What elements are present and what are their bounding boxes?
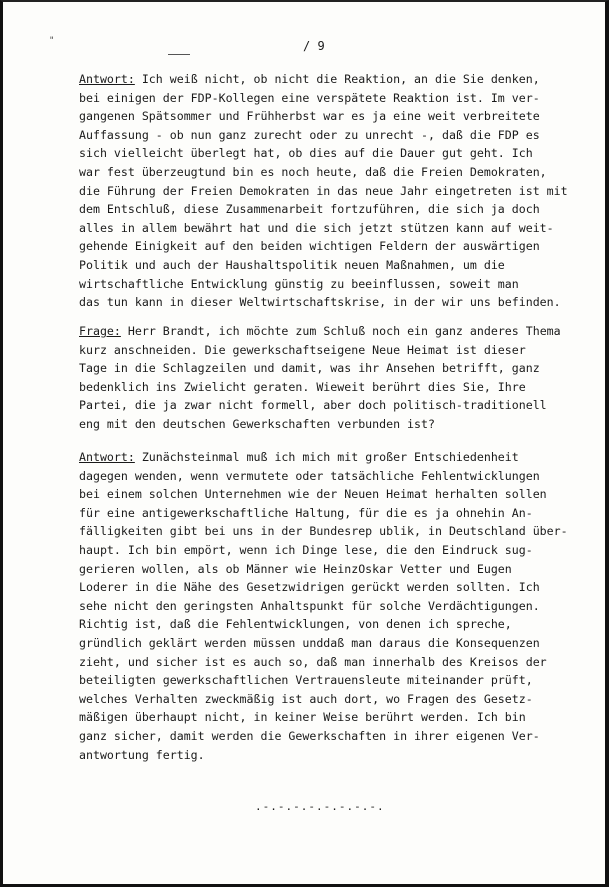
- top-dash: [168, 54, 190, 55]
- text-line: [79, 671, 569, 690]
- line-text: Loderer in die Nähe des Gesetzwidrigen gerückt werden sollten. Ich: [79, 580, 540, 595]
- line-text: antwortung fertig.: [79, 747, 205, 762]
- line-text: alles in allem bewährt hat und die sich jetzt stützen kann auf weit-: [79, 220, 554, 235]
- line-text: beteiligten gewerkschaftlichen Vertrauensleute miteinander prüft,: [79, 673, 533, 688]
- answer-block-2: [79, 448, 569, 764]
- line-text: Auffassung - ob nun ganz zurecht oder zu unrecht -, daß die FDP es: [79, 127, 540, 142]
- text-line: [79, 560, 569, 579]
- text-line: [79, 708, 569, 727]
- text-line: [79, 200, 569, 219]
- line-text: das tun kann in dieser Weltwirtschaftskrise, in der wir uns befinden.: [79, 295, 561, 310]
- line-text: fälligkeiten gibt bei uns in der Bundesrep ublik, in Deutschland über-: [79, 524, 568, 539]
- line-text: sehe nicht den geringsten Anhaltspunkt für solche Verdächtigungen.: [79, 598, 540, 613]
- line-text: Richtig ist, daß die Fehlentwicklungen, von denen ich spreche,: [79, 617, 512, 632]
- text-line: [79, 237, 569, 256]
- text-line: [79, 467, 569, 486]
- line-text: welches Verhalten zweckmäßig ist auch dort, wo Fragen des Gesetz-: [79, 691, 533, 706]
- line-text: Politik und auch der Haushaltspolitik neuen Maßnahmen, um die: [79, 257, 505, 272]
- question-block: [79, 322, 569, 434]
- line-text: wirtschaftliche Entwicklung günstig zu beeinflussen, soweit man: [79, 276, 519, 291]
- text-line: [79, 256, 569, 275]
- speaker-label: Frage:: [79, 324, 121, 338]
- line-text: sich vielleicht überlegt hat, ob dies auf die Dauer gut geht. Ich: [79, 146, 533, 161]
- text-line: [79, 293, 569, 312]
- text-line: [79, 504, 569, 523]
- line-text: bei einigen der FDP-Kollegen eine verspätete Reaktion ist. Im ver-: [79, 90, 540, 105]
- answer-block-1: [79, 70, 569, 312]
- text-line: [79, 378, 569, 397]
- text-line: [79, 690, 569, 709]
- line-text: Ich weiß nicht, ob nicht die Reaktion, an die Sie denken,: [141, 72, 540, 86]
- line-text: mäßigen überhaupt nicht, in keiner Weise berührt werden. Ich bin: [79, 710, 526, 725]
- text-line: [79, 219, 569, 238]
- page-number: / 9: [303, 39, 325, 53]
- line-text: dem Entschluß, diese Zusammenarbeit fortzuführen, die sich ja doch: [79, 202, 540, 217]
- text-line: [79, 578, 569, 597]
- text-line: [79, 182, 569, 201]
- line-text: ganz sicher, damit werden die Gewerkschaften in ihrer eigenen Ver-: [79, 728, 540, 743]
- text-line: [79, 396, 569, 415]
- text-line: [79, 275, 569, 294]
- line-text: Tage in die Schlagzeilen und damit, was ihr Ansehen betrifft, ganz: [79, 361, 540, 376]
- line-text: gangenen Spätsommer und Frühherbst war es ja eine weit verbreitete: [79, 109, 540, 124]
- line-text: bei einem solchen Unternehmen wie der Neuen Heimat herhalten sollen: [79, 487, 547, 502]
- line-text: gründlich geklärt werden müssen unddaß man daraus die Konsequenzen: [79, 635, 540, 650]
- footer-separator: .-.-.-.-.-.-.-.-.: [255, 800, 385, 813]
- line-text: haupt. Ich bin empört, wenn ich Dinge lese, die den Eindruck sug-: [79, 542, 533, 557]
- text-line: [79, 634, 569, 653]
- text-line: [79, 359, 569, 378]
- line-text: Zunächsteinmal muß ich mich mit großer Entschiedenheit: [141, 450, 519, 464]
- text-line: [79, 448, 569, 467]
- text-line: [79, 107, 569, 126]
- line-text: gehende Einigkeit auf den beiden wichtigen Feldern der auswärtigen: [79, 239, 540, 254]
- text-line: [79, 522, 569, 541]
- text-line: [79, 615, 569, 634]
- line-text: die Führung der Freien Demokraten in das neue Jahr eingetreten ist mit: [79, 183, 568, 198]
- text-line: [79, 746, 569, 765]
- text-line: [79, 163, 569, 182]
- text-line: [79, 415, 569, 434]
- text-line: [79, 322, 569, 341]
- line-text: war fest überzeugtund bin es noch heute, daß die Freien Demokraten,: [79, 164, 547, 179]
- line-text: eng mit den deutschen Gewerkschaften verbunden ist?: [79, 416, 435, 431]
- speaker-label: Antwort:: [79, 450, 135, 464]
- line-text: bedenklich ins Zwielicht geraten. Wieweit berührt dies Sie, Ihre: [79, 379, 526, 394]
- text-line: [79, 727, 569, 746]
- text-line: [79, 541, 569, 560]
- text-line: [79, 341, 569, 360]
- line-text: Herr Brandt, ich möchte zum Schluß noch ein ganz anderes Thema: [127, 324, 561, 338]
- line-text: Partei, die ja zwar nicht formell, aber doch politisch-traditionell: [79, 398, 547, 413]
- speaker-label: Antwort:: [79, 72, 135, 86]
- line-text: für eine antigewerkschaftliche Haltung, für die es ja ohnehin An-: [79, 505, 533, 520]
- text-line: [79, 126, 569, 145]
- text-line: [79, 653, 569, 672]
- line-text: dagegen wenden, wenn vermutete oder tatsächliche Fehlentwicklungen: [79, 468, 540, 483]
- text-line: [79, 597, 569, 616]
- line-text: kurz anschneiden. Die gewerkschaftseigene Neue Heimat ist dieser: [79, 342, 526, 357]
- text-line: [79, 485, 569, 504]
- text-line: [79, 144, 569, 163]
- line-text: zieht, und sicher ist es auch so, daß man innerhalb des Kreisos der: [79, 654, 547, 669]
- text-line: [79, 70, 569, 89]
- corner-mark: ": [49, 36, 55, 46]
- line-text: gerieren wollen, als ob Männer wie HeinzOskar Vetter und Eugen: [79, 561, 512, 576]
- text-line: [79, 89, 569, 108]
